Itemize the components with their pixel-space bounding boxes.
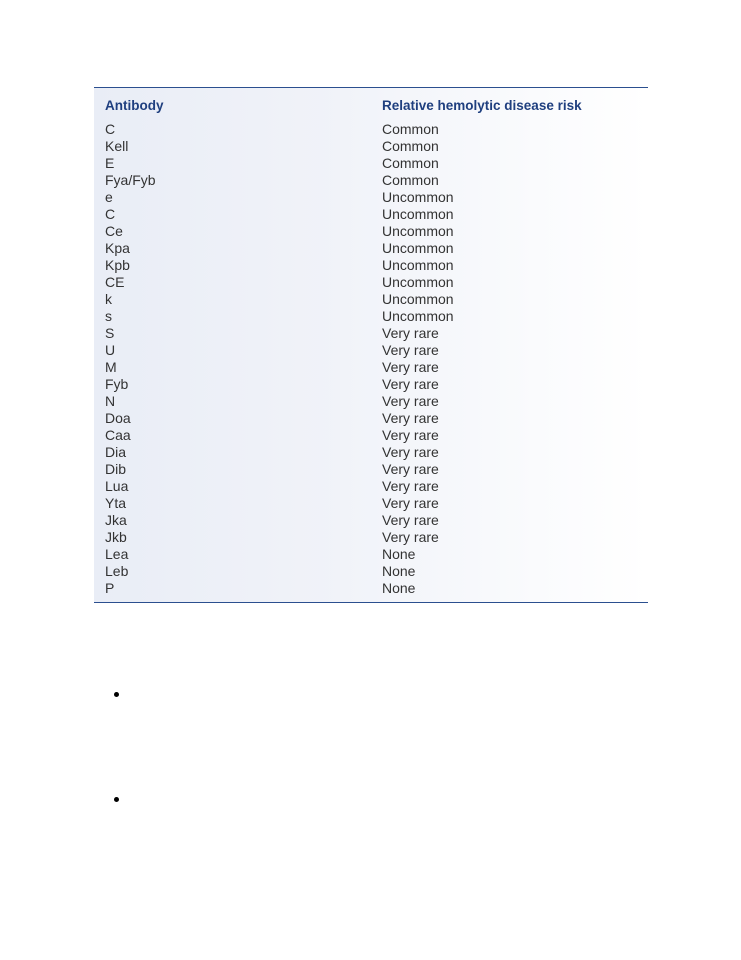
antibody-cell: k (105, 291, 112, 307)
antibody-cell: Caa (105, 427, 131, 443)
antibody-cell: Dib (105, 461, 127, 477)
antibody-cell: CE (105, 274, 125, 290)
antibody-cell: P (105, 580, 115, 596)
antibody-cell: Fya/Fyb (105, 172, 156, 188)
table-row (94, 495, 648, 512)
table-row (94, 563, 648, 580)
antibody-cell: N (105, 393, 116, 409)
table-row (94, 478, 648, 495)
antibody-cell: Fyb (105, 376, 129, 392)
antibody-cell: C (105, 121, 116, 137)
risk-cell: Uncommon (382, 291, 454, 307)
antibody-cell: Kpb (105, 257, 130, 273)
table-row (94, 308, 648, 325)
risk-cell: Uncommon (382, 223, 454, 239)
column-header-risk: Relative hemolytic disease risk (382, 98, 582, 113)
table-row (94, 444, 648, 461)
risk-cell: Uncommon (382, 257, 454, 273)
antibody-cell: Lua (105, 478, 129, 494)
table-row (94, 342, 648, 359)
antibody-cell: S (105, 325, 115, 341)
antibody-cell: E (105, 155, 115, 171)
antibody-cell: Doa (105, 410, 131, 426)
risk-cell: Common (382, 138, 439, 154)
antibody-cell: Dia (105, 444, 127, 460)
table-row (94, 206, 648, 223)
risk-cell: Common (382, 155, 439, 171)
table-row (94, 376, 648, 393)
risk-cell: Very rare (382, 359, 439, 375)
antibody-cell: M (105, 359, 117, 375)
risk-cell: Common (382, 172, 439, 188)
table-row (94, 138, 648, 155)
table-row (94, 189, 648, 206)
risk-cell: Very rare (382, 342, 439, 358)
table-row (94, 291, 648, 308)
risk-cell: Uncommon (382, 189, 454, 205)
antibody-cell: Kpa (105, 240, 130, 256)
risk-cell: Common (382, 121, 439, 137)
antibody-cell: Ce (105, 223, 123, 239)
risk-cell: None (382, 580, 416, 596)
antibody-cell: Kell (105, 138, 129, 154)
risk-cell: Very rare (382, 495, 439, 511)
table-body (94, 121, 648, 597)
risk-cell: Very rare (382, 478, 439, 494)
risk-cell: Very rare (382, 410, 439, 426)
antibody-cell: C (105, 206, 116, 222)
bullet-point (114, 692, 119, 697)
antibody-cell: e (105, 189, 113, 205)
table-row (94, 529, 648, 546)
table-row (94, 512, 648, 529)
table-row (94, 155, 648, 172)
antibody-risk-table (94, 87, 648, 603)
table-row (94, 580, 648, 597)
antibody-cell: U (105, 342, 116, 358)
risk-cell: Very rare (382, 512, 439, 528)
antibody-cell: Jkb (105, 529, 127, 545)
table-row (94, 257, 648, 274)
risk-cell: Very rare (382, 529, 439, 545)
risk-cell: Uncommon (382, 308, 454, 324)
antibody-cell: Leb (105, 563, 129, 579)
table-row (94, 546, 648, 563)
table-row (94, 427, 648, 444)
table-row (94, 461, 648, 478)
risk-cell: Very rare (382, 325, 439, 341)
risk-cell: Very rare (382, 444, 439, 460)
table-row (94, 223, 648, 240)
risk-cell: Uncommon (382, 240, 454, 256)
risk-cell: Very rare (382, 376, 439, 392)
column-header-antibody: Antibody (105, 98, 164, 113)
risk-cell: None (382, 563, 416, 579)
table-row (94, 121, 648, 138)
risk-cell: Uncommon (382, 206, 454, 222)
risk-cell: Very rare (382, 461, 439, 477)
bullet-point (114, 797, 119, 802)
risk-cell: None (382, 546, 416, 562)
risk-cell: Very rare (382, 427, 439, 443)
risk-cell: Uncommon (382, 274, 454, 290)
table-row (94, 325, 648, 342)
antibody-cell: s (105, 308, 112, 324)
antibody-cell: Yta (105, 495, 127, 511)
table-row (94, 393, 648, 410)
table-row (94, 410, 648, 427)
table-row (94, 172, 648, 189)
antibody-cell: Lea (105, 546, 129, 562)
table-row (94, 359, 648, 376)
risk-cell: Very rare (382, 393, 439, 409)
antibody-cell: Jka (105, 512, 127, 528)
table-row (94, 240, 648, 257)
table-row (94, 274, 648, 291)
